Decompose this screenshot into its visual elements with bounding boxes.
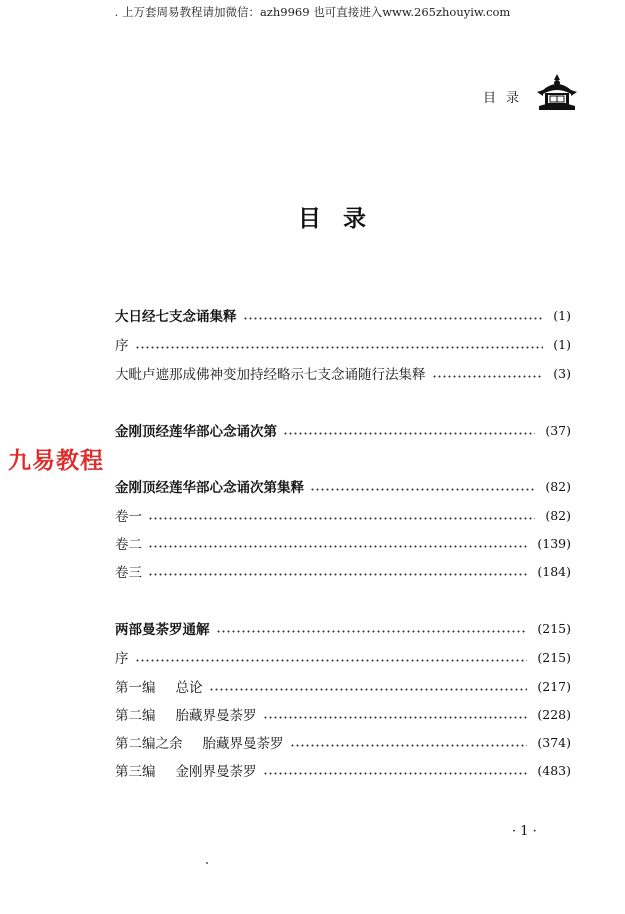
toc-entry-label: 金刚顶经莲华部心念诵次第 xyxy=(115,424,277,440)
toc-leader-dots xyxy=(135,346,544,349)
toc-page-number: (228) xyxy=(537,706,571,722)
toc-entry-subtitle: 胎藏界曼荼罗 xyxy=(202,736,284,752)
toc-leader-dots xyxy=(290,744,528,747)
toc-entry[interactable] xyxy=(115,333,571,355)
toc-entry-label: 序 xyxy=(115,338,129,354)
toc-page-number: (215) xyxy=(537,620,571,636)
toc-page-number: (374) xyxy=(537,734,571,750)
toc-entry-label: 大日经七支念诵集释 xyxy=(115,309,237,325)
toc-page-number: (3) xyxy=(553,365,571,381)
scan-speck xyxy=(206,862,208,864)
toc-entry[interactable] xyxy=(115,504,571,526)
toc-entry-label: 大毗卢遮那成佛神变加持经略示七支念诵随行法集释 xyxy=(115,367,426,383)
toc-entry-label: 第一编 xyxy=(115,680,156,696)
toc-leader-dots xyxy=(243,317,544,320)
toc-page-number: (1) xyxy=(553,307,571,323)
toc-leader-dots xyxy=(310,488,535,491)
toc-leader-dots xyxy=(148,573,527,576)
toc-entry[interactable] xyxy=(115,703,571,725)
toc-page-number: (82) xyxy=(545,478,571,494)
toc-leader-dots xyxy=(263,716,528,719)
toc-entry-subtitle: 胎藏界曼荼罗 xyxy=(175,708,257,724)
toc-leader-dots xyxy=(148,545,527,548)
toc-entry[interactable] xyxy=(115,362,571,384)
toc-entry[interactable] xyxy=(115,532,571,554)
toc-entry[interactable] xyxy=(115,560,571,582)
toc-entry-label: 卷三 xyxy=(115,565,142,581)
running-head: 目录 xyxy=(482,91,529,106)
toc-leader-dots xyxy=(148,517,535,520)
toc-leader-dots xyxy=(432,375,544,378)
page-title: 目录 xyxy=(298,206,388,232)
toc-entry[interactable] xyxy=(115,304,571,326)
toc-entry-label: 卷二 xyxy=(115,537,142,553)
toc-entry[interactable] xyxy=(115,731,571,753)
toc-entry-label: 卷一 xyxy=(115,509,142,525)
toc-page-number: (37) xyxy=(545,422,571,438)
toc-leader-dots xyxy=(135,659,528,662)
toc-page-number: (82) xyxy=(545,507,571,523)
toc-entry-label: 金刚顶经莲华部心念诵次第集释 xyxy=(115,480,304,496)
toc-page-number: (1) xyxy=(553,336,571,352)
toc-entry[interactable] xyxy=(115,675,571,697)
top-banner: . 上万套周易教程请加微信：azh9969 也可直接进入www.265zhouyiw.com xyxy=(114,5,511,19)
toc-leader-dots xyxy=(283,432,535,435)
page-number: · 1 · xyxy=(512,824,537,839)
toc-entry[interactable] xyxy=(115,617,571,639)
toc-entry-label: 第二编之余 xyxy=(115,736,183,752)
toc-page-number: (217) xyxy=(537,678,571,694)
toc-page-number: (184) xyxy=(537,563,571,579)
toc-entry[interactable] xyxy=(115,419,571,441)
toc-entry[interactable] xyxy=(115,646,571,668)
tibetan-ornament-icon xyxy=(535,72,579,114)
toc-entry[interactable] xyxy=(115,759,571,781)
toc-entry[interactable] xyxy=(115,475,571,497)
toc-page-number: (139) xyxy=(537,535,571,551)
toc-entry-label: 第二编 xyxy=(115,708,156,724)
toc-leader-dots xyxy=(209,688,528,691)
toc-page-number: (215) xyxy=(537,649,571,665)
toc-leader-dots xyxy=(263,772,528,775)
toc-leader-dots xyxy=(216,630,528,633)
watermark: 九易教程 xyxy=(8,448,104,474)
toc-entry-subtitle: 金刚界曼荼罗 xyxy=(175,764,257,780)
toc-entry-subtitle: 总论 xyxy=(175,680,203,696)
toc-page-number: (483) xyxy=(537,762,571,778)
toc-entry-label: 两部曼荼罗通解 xyxy=(115,622,210,638)
toc-entry-label: 序 xyxy=(115,651,129,667)
toc-entry-label: 第三编 xyxy=(115,764,156,780)
